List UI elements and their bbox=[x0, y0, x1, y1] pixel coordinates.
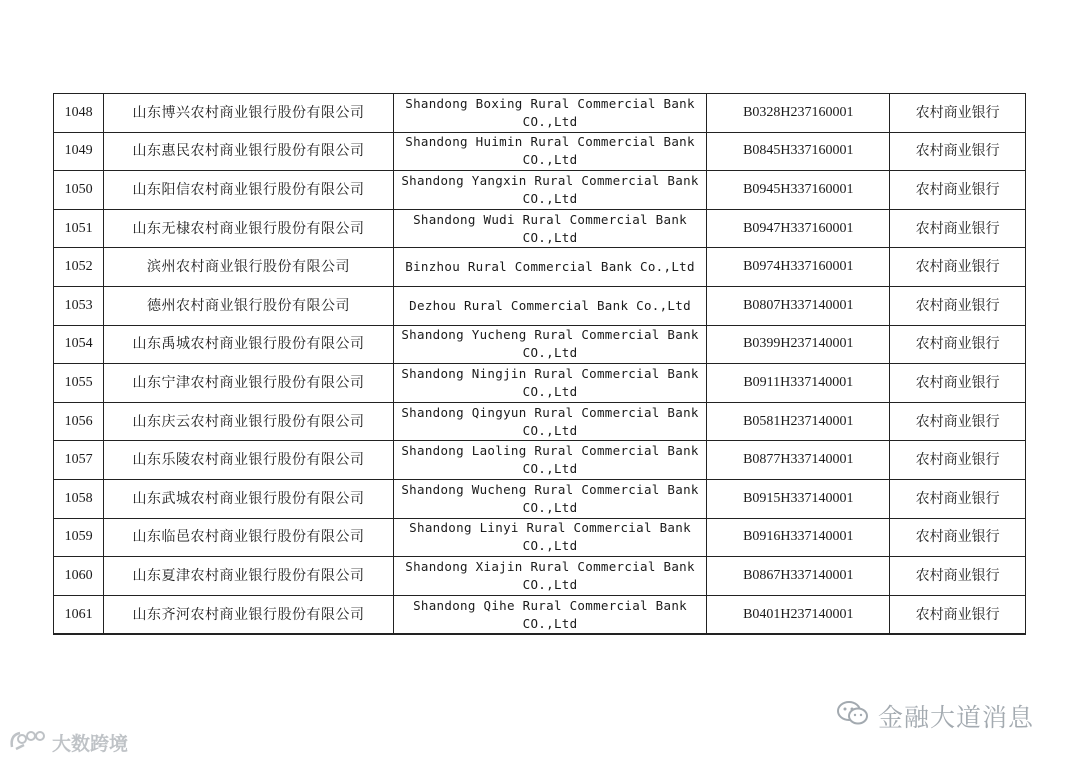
bank-name-en-line: Dezhou Rural Commercial Bank Co.,Ltd bbox=[409, 297, 691, 313]
institution-type: 农村商业银行 bbox=[890, 286, 1026, 325]
bank-name-cn: 山东齐河农村商业银行股份有限公司 bbox=[104, 595, 393, 634]
institution-type: 农村商业银行 bbox=[890, 364, 1026, 403]
bank-name-en-line: Binzhou Rural Commercial Bank Co.,Ltd bbox=[405, 259, 695, 275]
bank-name-en-line: Shandong Wucheng Rural Commercial Bank bbox=[401, 481, 699, 497]
bank-name-cn: 山东禹城农村商业银行股份有限公司 bbox=[104, 325, 393, 364]
bank-name-en-line: CO.,Ltd bbox=[522, 422, 578, 438]
bank-name-en bbox=[393, 402, 707, 441]
wechat-icon bbox=[836, 699, 870, 733]
bank-name-en bbox=[393, 286, 707, 325]
table-row bbox=[54, 171, 1026, 210]
bank-name-en bbox=[393, 325, 707, 364]
bank-name-en-line: CO.,Ltd bbox=[522, 383, 578, 399]
bank-name-en-line: Shandong Wudi Rural Commercial Bank bbox=[413, 211, 687, 227]
row-number: 1053 bbox=[54, 286, 104, 325]
institution-code: B0916H337140001 bbox=[707, 518, 890, 557]
row-number: 1060 bbox=[54, 557, 104, 596]
institution-type: 农村商业银行 bbox=[890, 325, 1026, 364]
bank-name-en-line: Shandong Qihe Rural Commercial Bank bbox=[413, 597, 687, 613]
site-watermark bbox=[8, 727, 128, 758]
institution-code: B0845H337160001 bbox=[707, 132, 890, 171]
bank-name-en-line: CO.,Ltd bbox=[522, 461, 578, 477]
bank-name-cn: 滨州农村商业银行股份有限公司 bbox=[104, 248, 393, 287]
table-row bbox=[54, 557, 1026, 596]
bank-name-cn: 山东惠民农村商业银行股份有限公司 bbox=[104, 132, 393, 171]
bank-list-table bbox=[53, 93, 1026, 635]
table-row bbox=[54, 132, 1026, 171]
table-row bbox=[54, 441, 1026, 480]
institution-code: B0581H237140001 bbox=[707, 402, 890, 441]
cross-border-logo-icon bbox=[8, 727, 48, 758]
table-body bbox=[54, 94, 1026, 635]
bank-name-en-line: CO.,Ltd bbox=[522, 345, 578, 361]
bank-name-en-line: Shandong Laoling Rural Commercial Bank bbox=[401, 443, 699, 459]
institution-type: 农村商业银行 bbox=[890, 402, 1026, 441]
table-row bbox=[54, 248, 1026, 287]
row-number: 1055 bbox=[54, 364, 104, 403]
bank-name-en bbox=[393, 441, 707, 480]
row-number: 1048 bbox=[54, 94, 104, 133]
institution-code: B0867H337140001 bbox=[707, 557, 890, 596]
bank-name-en bbox=[393, 557, 707, 596]
institution-type: 农村商业银行 bbox=[890, 171, 1026, 210]
institution-code: B0915H337140001 bbox=[707, 479, 890, 518]
institution-type: 农村商业银行 bbox=[890, 132, 1026, 171]
institution-type: 农村商业银行 bbox=[890, 557, 1026, 596]
bank-name-en bbox=[393, 595, 707, 634]
institution-code: B0974H337160001 bbox=[707, 248, 890, 287]
bank-name-en-line: Shandong Huimin Rural Commercial Bank bbox=[405, 134, 695, 150]
bank-name-cn: 山东庆云农村商业银行股份有限公司 bbox=[104, 402, 393, 441]
bank-name-en-line: Shandong Xiajin Rural Commercial Bank bbox=[405, 558, 695, 574]
bank-name-cn: 山东无棣农村商业银行股份有限公司 bbox=[104, 209, 393, 248]
institution-code: B0807H337140001 bbox=[707, 286, 890, 325]
bank-name-en bbox=[393, 518, 707, 557]
table-row bbox=[54, 402, 1026, 441]
bank-name-cn: 德州农村商业银行股份有限公司 bbox=[104, 286, 393, 325]
institution-code: B0401H237140001 bbox=[707, 595, 890, 634]
bank-name-en-line: Shandong Ningjin Rural Commercial Bank bbox=[401, 365, 699, 381]
bank-name-en bbox=[393, 479, 707, 518]
row-number: 1058 bbox=[54, 479, 104, 518]
bank-name-cn: 山东阳信农村商业银行股份有限公司 bbox=[104, 171, 393, 210]
wechat-account-name: 金融大道消息 bbox=[878, 703, 1035, 732]
bank-name-en-line: CO.,Ltd bbox=[522, 113, 578, 129]
institution-type: 农村商业银行 bbox=[890, 518, 1026, 557]
bank-name-cn: 山东临邑农村商业银行股份有限公司 bbox=[104, 518, 393, 557]
bank-name-en-line: CO.,Ltd bbox=[522, 229, 578, 245]
institution-type: 农村商业银行 bbox=[890, 595, 1026, 634]
site-watermark-text: 大数跨境 bbox=[52, 733, 129, 755]
row-number: 1054 bbox=[54, 325, 104, 364]
institution-code: B0911H337140001 bbox=[707, 364, 890, 403]
bank-name-en bbox=[393, 171, 707, 210]
bank-name-cn: 山东宁津农村商业银行股份有限公司 bbox=[104, 364, 393, 403]
institution-code: B0877H337140001 bbox=[707, 441, 890, 480]
bank-name-en bbox=[393, 209, 707, 248]
table-row bbox=[54, 325, 1026, 364]
bank-name-en-line: Shandong Qingyun Rural Commercial Bank bbox=[401, 404, 699, 420]
row-number: 1052 bbox=[54, 248, 104, 287]
bank-name-cn: 山东博兴农村商业银行股份有限公司 bbox=[104, 94, 393, 133]
bank-name-en-line: Shandong Yucheng Rural Commercial Bank bbox=[401, 327, 699, 343]
row-number: 1059 bbox=[54, 518, 104, 557]
institution-type: 农村商业银行 bbox=[890, 479, 1026, 518]
bank-name-en-line: CO.,Ltd bbox=[522, 190, 578, 206]
institution-type: 农村商业银行 bbox=[890, 94, 1026, 133]
institution-code: B0328H237160001 bbox=[707, 94, 890, 133]
table-row bbox=[54, 518, 1026, 557]
bank-name-en-line: Shandong Linyi Rural Commercial Bank bbox=[409, 520, 691, 536]
bank-name-cn: 山东武城农村商业银行股份有限公司 bbox=[104, 479, 393, 518]
table-row bbox=[54, 595, 1026, 634]
bank-name-en-line: CO.,Ltd bbox=[522, 499, 578, 515]
table-row bbox=[54, 94, 1026, 133]
institution-code: B0945H337160001 bbox=[707, 171, 890, 210]
bank-name-en-line: Shandong Boxing Rural Commercial Bank bbox=[405, 95, 695, 111]
wechat-watermark bbox=[836, 698, 1034, 734]
row-number: 1057 bbox=[54, 441, 104, 480]
table-row bbox=[54, 364, 1026, 403]
row-number: 1049 bbox=[54, 132, 104, 171]
row-number: 1056 bbox=[54, 402, 104, 441]
institution-type: 农村商业银行 bbox=[890, 209, 1026, 248]
table-row bbox=[54, 479, 1026, 518]
bank-name-en bbox=[393, 248, 707, 287]
row-number: 1061 bbox=[54, 595, 104, 634]
bank-name-en-line: CO.,Ltd bbox=[522, 615, 578, 631]
row-number: 1051 bbox=[54, 209, 104, 248]
bank-name-en-line: CO.,Ltd bbox=[522, 538, 578, 554]
institution-type: 农村商业银行 bbox=[890, 441, 1026, 480]
row-number: 1050 bbox=[54, 171, 104, 210]
institution-code: B0947H337160001 bbox=[707, 209, 890, 248]
institution-code: B0399H237140001 bbox=[707, 325, 890, 364]
table-row bbox=[54, 286, 1026, 325]
bank-name-en bbox=[393, 132, 707, 171]
bank-name-en-line: CO.,Ltd bbox=[522, 152, 578, 168]
bank-name-en-line: CO.,Ltd bbox=[522, 576, 578, 592]
bank-name-en-line: Shandong Yangxin Rural Commercial Bank bbox=[401, 172, 699, 188]
institution-type: 农村商业银行 bbox=[890, 248, 1026, 287]
bank-name-en bbox=[393, 364, 707, 403]
table-row bbox=[54, 209, 1026, 248]
bank-name-cn: 山东乐陵农村商业银行股份有限公司 bbox=[104, 441, 393, 480]
bank-name-cn: 山东夏津农村商业银行股份有限公司 bbox=[104, 557, 393, 596]
bank-name-en bbox=[393, 94, 707, 133]
